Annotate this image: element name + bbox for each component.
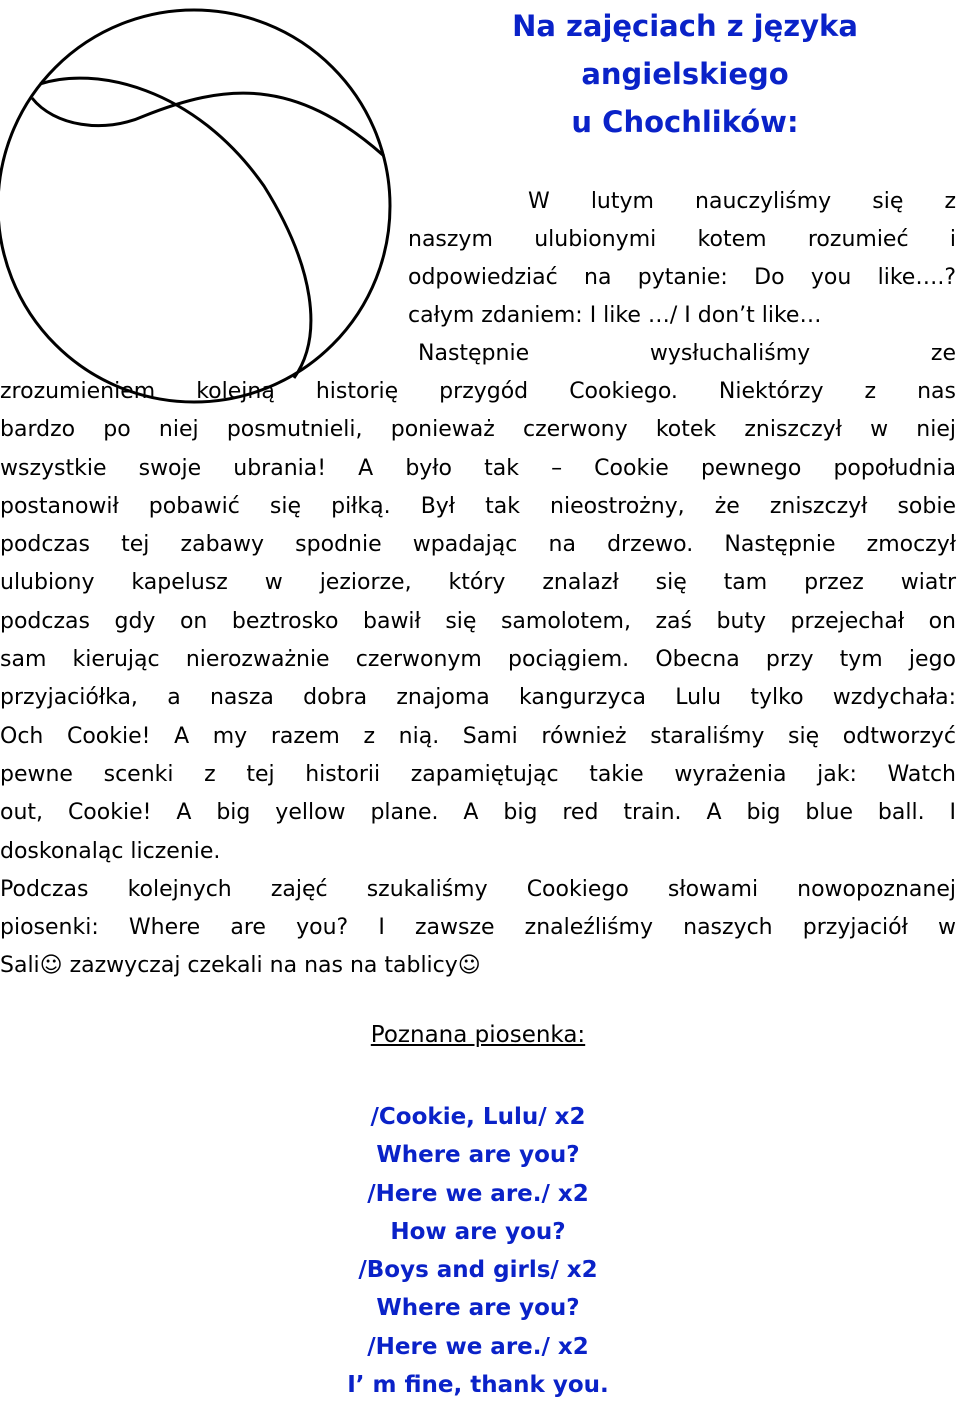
text-line: doskonaląc liczenie. — [0, 838, 221, 864]
text-line: bardzo po niej posmutnieli, ponieważ czerwony kotek zniszczył w niej — [0, 417, 956, 443]
text-line: podczas tej zabawy spodnie wpadając na drzewo. Następnie zmoczył — [0, 532, 956, 558]
body-paragraph — [0, 373, 956, 986]
song-heading: Poznana piosenka: — [370, 1022, 586, 1048]
lyric-line: /Here we are./ x2 — [367, 1333, 589, 1360]
text-line: naszym ulubionymi kotem rozumieć i — [408, 227, 956, 252]
text-line: ulubiony kapelusz w jeziorze, który znalazł się tam przez wiatr — [0, 570, 956, 596]
text-line: Sali☺ zazwyczaj czekali na nas na tablicy☺ — [0, 953, 481, 979]
title-line: Na zajęciach z języka — [512, 9, 858, 43]
text-line: przyjaciółka, a nasza dobra znajoma kangurzyca Lulu tylko wzdychała: — [0, 685, 956, 711]
lyric-line: /Here we are./ x2 — [367, 1180, 589, 1207]
text-line: W lutym nauczyliśmy się z — [528, 189, 956, 214]
intro-paragraph — [408, 183, 956, 373]
text-line: pewne scenki z tej historii zapamiętując takie wyrażenia jak: Watch — [0, 761, 956, 787]
text-line: piosenki: Where are you? I zawsze znaleźliśmy naszych przyjaciół w — [0, 915, 956, 941]
text-line: podczas gdy on beztrosko bawił się samolotem, zaś buty przejechał on — [0, 608, 956, 634]
beach-ball-icon — [0, 6, 394, 406]
title-line: u Chochlików: — [571, 105, 799, 139]
lyric-line: /Cookie, Lulu/ x2 — [370, 1104, 586, 1130]
text-line: postanowił pobawić się piłką. Był tak nieostrożny, że zniszczył sobie — [0, 493, 956, 519]
text-line: zrozumieniem kolejną historię przygód Cookiego. Niektórzy z nas — [0, 379, 956, 404]
text-line: odpowiedziać na pytanie: Do you like….? — [408, 265, 956, 290]
lyric-line: How are you? — [390, 1218, 566, 1245]
title-line: angielskiego — [581, 57, 789, 91]
text-line: sam kierując nierozważnie czerwonym pociągiem. Obecna przy tym jego — [0, 647, 956, 673]
text-line: Podczas kolejnych zajęć szukaliśmy Cookiego słowami nowopoznanej — [0, 876, 956, 902]
text-line: wszystkie swoje ubrania! A było tak – Cookie pewnego popołudnia — [0, 455, 956, 481]
page-title — [430, 2, 940, 146]
lyric-line: Where are you? — [376, 1142, 580, 1169]
lyric-line: /Boys and girls/ x2 — [358, 1257, 598, 1284]
lyric-line: Where are you? — [376, 1295, 580, 1322]
text-line: Och Cookie! A my razem z nią. Sami również staraliśmy się odtworzyć — [0, 723, 956, 749]
text-line: Następnie wysłuchaliśmy ze — [418, 341, 956, 366]
text-line: out, Cookie! A big yellow plane. A big red train. A big blue ball. I — [0, 800, 956, 826]
lyric-line: I’ m fine, thank you. — [347, 1372, 609, 1399]
text-line: całym zdaniem: I like …/ I don’t like… — [408, 303, 822, 328]
song-lyrics — [0, 1098, 956, 1404]
